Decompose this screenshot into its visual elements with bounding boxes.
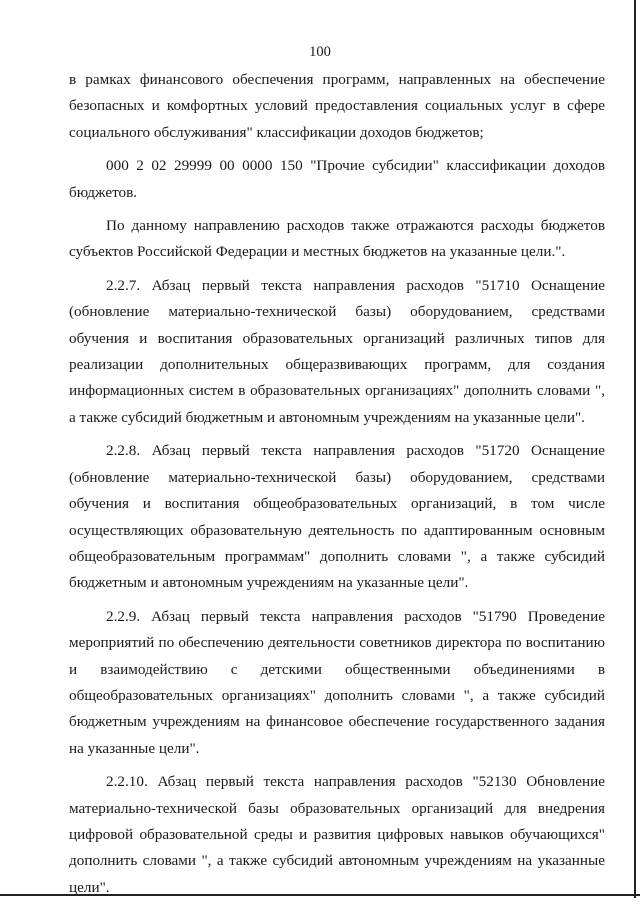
paragraph-2-2-9: 2.2.9. Абзац первый текста направления расходов "51790 Проведение мероприятий по обеспечению деятельности советников директора по воспитанию и взаимодействию с детскими общественными объединениями в общеобразовательных организациях" дополнить словами ", а также субсидий бюджетным учреждениям на финансовое обеспечение государственного задания на указанные цели".: [69, 607, 605, 757]
paragraph-budget-expenses: По данному направлению расходов также отражаются расходы бюджетов субъектов Российской Федерации и местных бюджетов на указанные цели.".: [69, 217, 605, 261]
paragraph-2-2-7: 2.2.7. Абзац первый текста направления расходов "51710 Оснащение (обновление материально-технической базы) оборудованием, средствами обучения и воспитания образовательных организаций различных типов для реализации дополнительных общеразвивающих программ, для создания информационных систем в образовательных организациях" дополнить словами ", а также субсидий бюджетным и автономным учреждениям на указанные цели".: [69, 276, 605, 426]
page-number: 100: [309, 44, 331, 60]
paragraph-2-2-8: 2.2.8. Абзац первый текста направления расходов "51720 Оснащение (обновление материально-технической базы) оборудованием, средствами обучения и воспитания общеобразовательных организаций, в том числе осуществляющих образовательную деятельность по адаптированным основным общеобразовательным программам" дополнить словами ", а также субсидий бюджетным и автономным учреждениям на указанные цели".: [69, 442, 605, 592]
paragraph-2-2-10: 2.2.10. Абзац первый текста направления расходов "52130 Обновление материально-технической базы образовательных организаций для внедрения цифровой образовательной среды и развития цифровых навыков обучающихся" дополнить словами ", а также субсидий автономным учреждениям на указанные цели".: [69, 773, 605, 896]
paragraph-continuation: в рамках финансового обеспечения программ, направленных на обеспечение безопасных и комфортных условий предоставления социальных услуг в сфере социального обслуживания" классификации доходов бюджетов;: [69, 71, 605, 141]
document-body: [69, 67, 605, 908]
scan-edge-right: [634, 0, 636, 898]
paragraph-code-other-subsidies: 000 2 02 29999 00 0000 150 "Прочие субсидии" классификации доходов бюджетов.: [69, 157, 605, 201]
